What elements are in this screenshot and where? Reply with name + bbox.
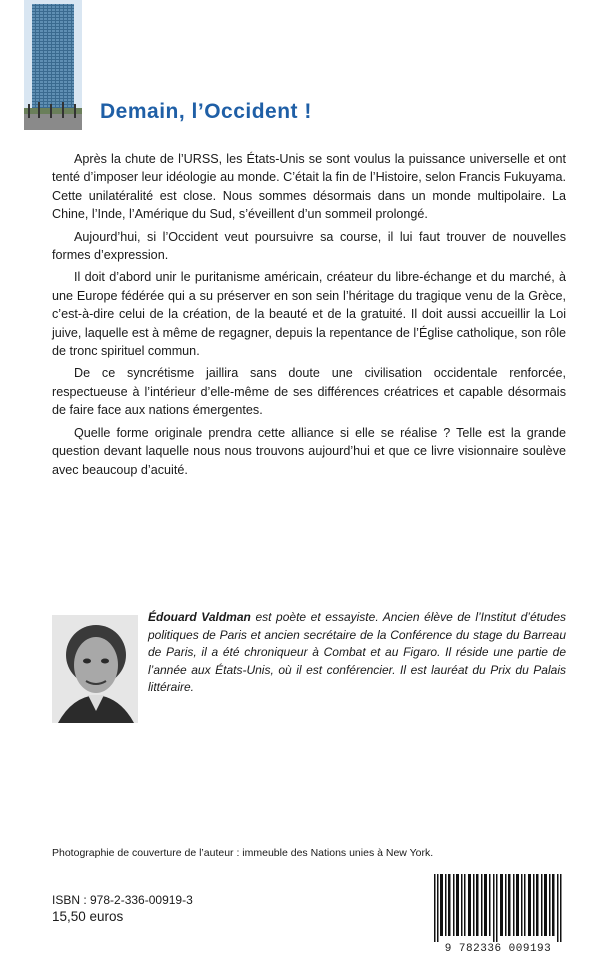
- blurb-paragraph: Aujourd’hui, si l’Occident veut poursuivre sa course, il lui faut trouver de nouvelles formes d’expression.: [52, 229, 566, 263]
- barcode-number: 9 782336 009193: [444, 943, 552, 955]
- blurb-paragraph: Quelle forme originale prendra cette alliance si elle se réalise ? Telle est la grande question devant laquelle nous nous trouvons aujourd’hui et que ce livre visionnaire soulève avec beaucoup d’acuité.: [52, 425, 566, 477]
- photo-credit: Photographie de couverture de l’auteur : immeuble des Nations unies à New York.: [52, 847, 434, 859]
- author-portrait: [52, 615, 138, 723]
- barcode: [432, 874, 564, 942]
- blurb-paragraph: Il doit d’abord unir le puritanisme américain, créateur du libre-échange et du marché, à une Europe fédérée qui a su préserver en son sein l’héritage du tragique venu de la Grèce, c’est-à-dire celui de la création, de la beauté et de la gratuité. Il doit aussi accueillir la Loi juive, laquelle est à même de regagner, depuis la repentance de l’Église catholique, son rôle de tronc spirituel commun.: [52, 270, 566, 359]
- back-cover-blurb: [52, 150, 566, 483]
- author-name: Édouard Valdman: [148, 610, 251, 624]
- isbn: ISBN : 978-2-336-00919-3: [52, 893, 193, 907]
- blurb-paragraph: De ce syncrétisme jaillira sans doute une civilisation occidentale renforcée, respectueuse à l’intérieur d’elle-même de ses différences créatrices et capable désormais de faire face aux nations émergentes.: [52, 366, 566, 418]
- cover-photo-un-building: [24, 0, 82, 130]
- price: 15,50 euros: [52, 909, 124, 924]
- book-title: Demain, l’Occident !: [100, 100, 312, 123]
- author-bio-text: est poète et essayiste. Ancien élève de l’Institut d’études politiques de Paris et ancien secrétaire de la Conférence du stage du Barreau de Paris, il a été chroniqueur à Combat et au Figaro. Il réside une partie de l’année aux États-Unis, où il est conférencier. Il est lauréat du Prix du Palais littéraire.: [148, 610, 566, 695]
- blurb-paragraph: Après la chute de l’URSS, les États-Unis se sont voulus la puissance universelle et ont tenté d’imposer leur idéologie au monde. C’était la fin de l’Histoire, selon Francis Fukuyama. Cette unilatéralité est close. Nous sommes désormais dans un monde multipolaire. La Chine, l’Inde, l’Amérique du Sud, s’éveillent d’un sommeil prolongé.: [52, 152, 566, 222]
- author-bio: [148, 609, 566, 697]
